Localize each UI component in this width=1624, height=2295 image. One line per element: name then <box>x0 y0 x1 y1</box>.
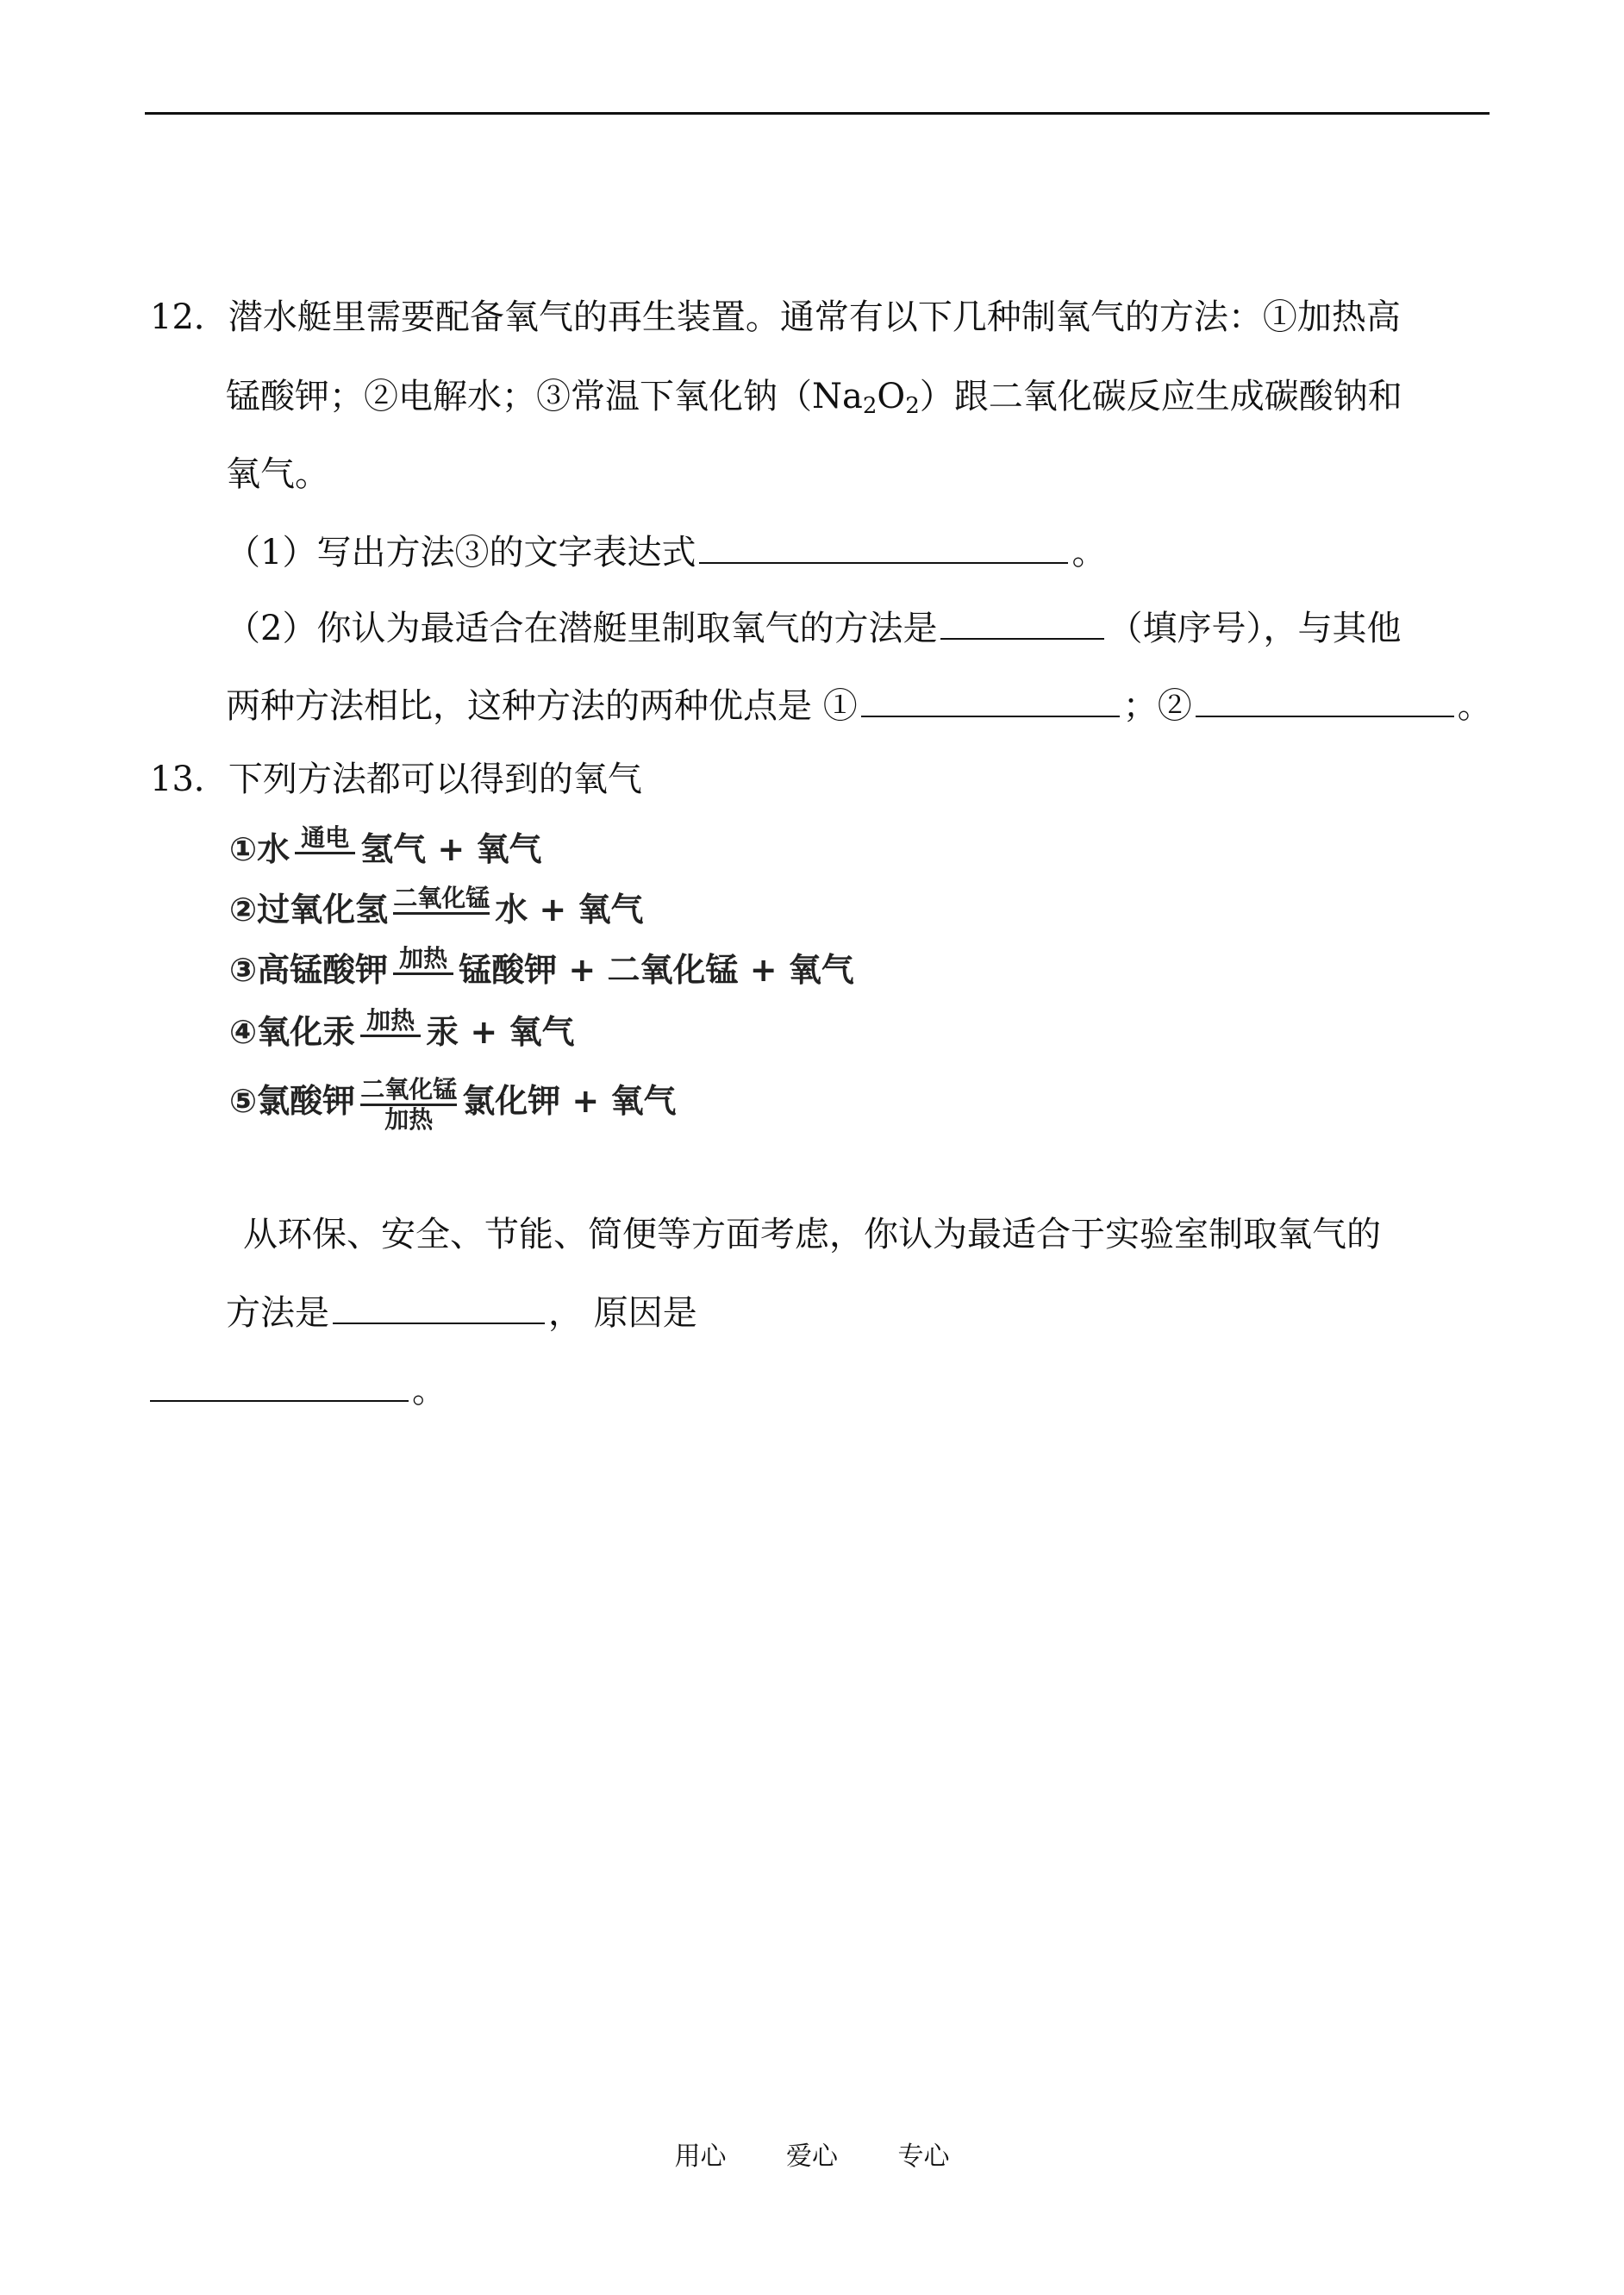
q13-question-line1: 从环保、安全、节能、简便等方面考虑，你认为最适合于实验室制取氧气的 <box>243 1215 1381 1254</box>
equation-2: ②过氧化氢 二氧化锰 水 + 氧气 <box>229 884 644 929</box>
q12-line3: 氧气。 <box>226 454 329 494</box>
reaction-condition: 加热 <box>393 945 453 975</box>
page-footer: 用心 爱心 专心 <box>674 2142 950 2172</box>
q12-part1: （1）写出方法③的文字表达式 。 <box>226 528 1106 577</box>
q12-line2: 锰酸钾；②电解水；③常温下氧化钠$(Na_2O_2)$跟二氧化碳反应生成碳酸钠和 <box>226 377 1402 419</box>
reaction-condition: 二氧化锰 加热 <box>360 1075 458 1134</box>
reaction-condition: 通电 <box>295 824 355 854</box>
equation-1: ①水 通电 氢气 + 氧气 <box>229 823 542 868</box>
equation-5: ⑤氯酸钾 二氧化锰 加热 氯化钾 + 氧气 <box>229 1075 677 1134</box>
answer-blank-reason[interactable] <box>150 1366 409 1402</box>
answer-blank-lab-method[interactable] <box>333 1288 545 1324</box>
answer-blank-expression[interactable] <box>699 528 1068 564</box>
q12-part2: （2）你认为最适合在潜艇里制取氧气的方法是 （填序号），与其他 <box>226 603 1401 653</box>
reaction-condition: 加热 <box>360 1007 421 1037</box>
q13-question-line2: 方法是 ， 原因是 <box>226 1288 697 1337</box>
answer-blank-advantage-1[interactable] <box>861 681 1120 717</box>
answer-blank-advantage-2[interactable] <box>1196 681 1454 717</box>
answer-blank-method[interactable] <box>940 603 1104 640</box>
q12-part2-line2: 两种方法相比，这种方法的两种优点是 ① ；② 。 <box>226 681 1492 730</box>
header-rule <box>145 112 1490 115</box>
q13-title: 13．下列方法都可以得到的氧气 <box>150 760 642 799</box>
q12-line1: 12．潜水艇里需要配备氧气的再生装置。通常有以下几种制氧气的方法：①加热高 <box>150 297 1401 337</box>
q13-question-line3: 。 <box>150 1366 447 1415</box>
equation-3: ③高锰酸钾 加热 锰酸钾 + 二氧化锰 + 氧气 <box>229 944 854 989</box>
equation-4: ④氧化汞 加热 汞 + 氧气 <box>229 1006 575 1051</box>
reaction-condition: 二氧化锰 <box>393 885 490 915</box>
